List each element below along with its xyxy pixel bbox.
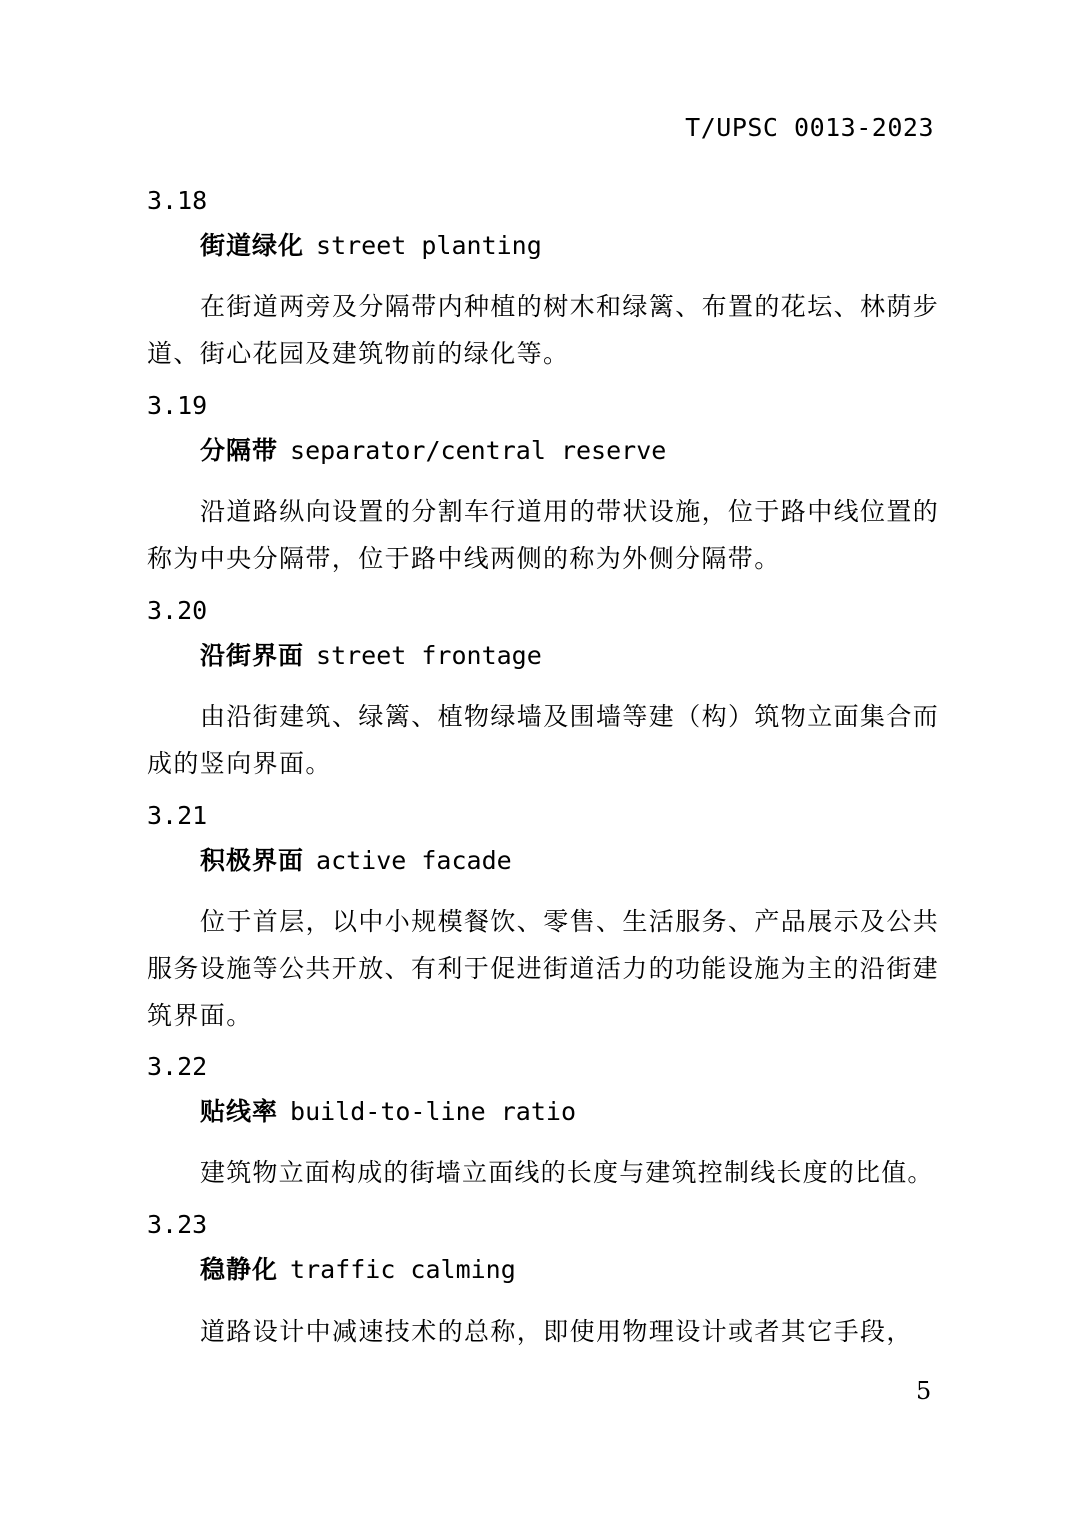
clause-number-3-18: 3.18 — [147, 186, 208, 215]
term-en: street frontage — [316, 641, 542, 670]
page-number: 5 — [916, 1377, 932, 1405]
term-zh: 积极界面 — [200, 846, 305, 875]
definition-3-20: 由沿街建筑、绿篱、植物绿墙及围墙等建（构）筑物立面集合而成的竖向界面。 — [147, 702, 940, 778]
term-3-20 — [200, 640, 542, 672]
clause-number-3-20: 3.20 — [147, 596, 208, 625]
term-3-23 — [200, 1254, 516, 1286]
term-en: street planting — [316, 231, 542, 260]
clause-number-3-23: 3.23 — [147, 1210, 208, 1239]
definition-3-21: 位于首层，以中小规模餐饮、零售、生活服务、产品展示及公共服务设施等公共开放、有利于促进街道活力的功能设施为主的沿街建筑界面。 — [147, 907, 940, 1030]
term-zh: 分隔带 — [200, 436, 279, 465]
definition-3-19: 沿道路纵向设置的分割车行道用的带状设施，位于路中线位置的称为中央分隔带，位于路中线两侧的称为外侧分隔带。 — [147, 497, 940, 573]
term-3-19 — [200, 435, 666, 467]
definition-3-18: 在街道两旁及分隔带内种植的树木和绿篱、布置的花坛、林荫步道、街心花园及建筑物前的绿化等。 — [147, 292, 940, 368]
term-en: active facade — [316, 846, 512, 875]
clause-number-3-22: 3.22 — [147, 1052, 208, 1081]
term-3-22 — [200, 1096, 576, 1128]
term-zh: 稳静化 — [200, 1255, 279, 1284]
term-en: traffic calming — [290, 1255, 516, 1284]
term-zh: 街道绿化 — [200, 231, 305, 260]
definition-3-22: 建筑物立面构成的街墙立面线的长度与建筑控制线长度的比值。 — [200, 1158, 934, 1187]
clause-number-3-21: 3.21 — [147, 801, 208, 830]
term-zh: 沿街界面 — [200, 641, 305, 670]
standard-code-header: T/UPSC 0013-2023 — [685, 113, 934, 142]
term-en: separator/central reserve — [290, 436, 667, 465]
definition-3-23: 道路设计中减速技术的总称，即使用物理设计或者其它手段， — [200, 1317, 913, 1346]
term-3-18 — [200, 230, 542, 262]
term-3-21 — [200, 845, 512, 877]
term-zh: 贴线率 — [200, 1097, 279, 1126]
clause-number-3-19: 3.19 — [147, 391, 208, 420]
term-en: build-to-line ratio — [290, 1097, 576, 1126]
